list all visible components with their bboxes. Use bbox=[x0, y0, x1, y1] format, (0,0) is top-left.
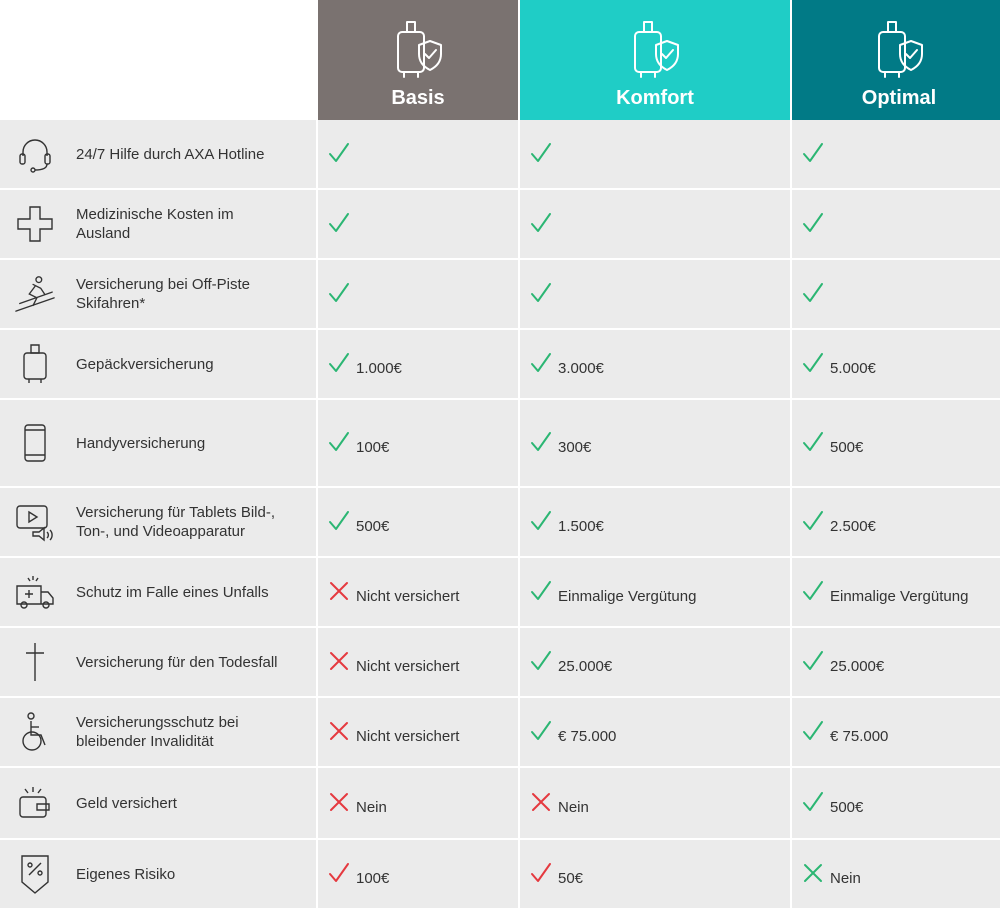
checkmark-icon bbox=[802, 720, 824, 742]
feature-label: Eigenes Risiko bbox=[76, 865, 176, 883]
suitcase-shield-icon bbox=[627, 19, 683, 87]
checkmark-icon bbox=[530, 862, 552, 884]
plan-cell-value: Nicht versichert bbox=[356, 657, 460, 675]
plan-cell-value: 100€ bbox=[356, 869, 390, 887]
plan-cell bbox=[792, 628, 1000, 698]
feature-label: Gepäckversicherung bbox=[76, 355, 214, 373]
plan-cell bbox=[318, 628, 518, 698]
feature-row-label bbox=[0, 330, 316, 400]
header-spacer bbox=[0, 0, 316, 120]
plan-cell-value: Nein bbox=[356, 798, 387, 816]
feature-row-label bbox=[0, 400, 316, 488]
plan-cell bbox=[792, 120, 1000, 190]
checkmark-icon bbox=[530, 212, 552, 234]
headset-icon bbox=[14, 133, 56, 175]
plan-cell bbox=[792, 330, 1000, 400]
plan-cell bbox=[520, 120, 790, 190]
checkmark-icon bbox=[530, 720, 552, 742]
feature-label: Geld versichert bbox=[76, 794, 177, 812]
feature-row-label bbox=[0, 840, 316, 910]
plan-cell bbox=[520, 260, 790, 330]
plan-cell bbox=[318, 190, 518, 260]
plan-cell-value: 3.000€ bbox=[558, 359, 604, 377]
checkmark-icon bbox=[802, 431, 824, 453]
plan-cell-value: 500€ bbox=[830, 798, 864, 816]
feature-label: 24/7 Hilfe durch AXA Hotline bbox=[76, 145, 265, 163]
plan-cell bbox=[792, 698, 1000, 768]
checkmark-icon bbox=[328, 142, 350, 164]
plan-cell-value: 5.000€ bbox=[830, 359, 876, 377]
checkmark-icon bbox=[802, 282, 824, 304]
wallet-icon bbox=[14, 782, 56, 824]
cross-icon bbox=[328, 650, 350, 672]
feature-label: Versicherungsschutz bei bleibender Invalidität bbox=[76, 714, 239, 750]
plan-name: Basis bbox=[391, 87, 445, 109]
checkmark-icon bbox=[530, 282, 552, 304]
plan-cell-value: Einmalige Vergütung bbox=[558, 587, 697, 605]
checkmark-icon bbox=[802, 510, 824, 532]
checkmark-icon bbox=[802, 352, 824, 374]
plan-cell bbox=[792, 558, 1000, 628]
plan-cell bbox=[318, 768, 518, 840]
percent-tag-icon bbox=[14, 853, 56, 895]
plan-cell bbox=[520, 190, 790, 260]
wheelchair-icon bbox=[14, 711, 56, 753]
plan-cell-value: Nein bbox=[558, 798, 589, 816]
plan-cell-value: 2.500€ bbox=[830, 517, 876, 535]
suitcase-shield-icon bbox=[871, 19, 927, 87]
plan-cell bbox=[318, 488, 518, 558]
feature-label: Schutz im Falle eines Unfalls bbox=[76, 583, 269, 601]
checkmark-icon bbox=[802, 142, 824, 164]
plan-cell bbox=[520, 840, 790, 910]
plan-cell-value: 500€ bbox=[356, 517, 390, 535]
plan-cell bbox=[318, 400, 518, 488]
cross-icon bbox=[802, 862, 824, 884]
feature-row-label bbox=[0, 260, 316, 330]
plan-cell bbox=[318, 558, 518, 628]
plan-cell bbox=[318, 698, 518, 768]
plan-cell bbox=[792, 840, 1000, 910]
plan-cell-value: € 75.000 bbox=[830, 727, 889, 745]
checkmark-icon bbox=[530, 142, 552, 164]
plan-cell bbox=[520, 698, 790, 768]
checkmark-icon bbox=[328, 352, 350, 374]
checkmark-icon bbox=[802, 212, 824, 234]
checkmark-icon bbox=[530, 431, 552, 453]
skier-icon bbox=[14, 273, 56, 315]
plan-cell-value: 25.000€ bbox=[558, 657, 613, 675]
plan-name: Optimal bbox=[861, 87, 937, 109]
plan-cell-value: 1.000€ bbox=[356, 359, 402, 377]
cross-icon bbox=[328, 791, 350, 813]
feature-row-label bbox=[0, 698, 316, 768]
cross-icon bbox=[328, 720, 350, 742]
plan-header-1 bbox=[520, 0, 790, 120]
plan-cell bbox=[520, 488, 790, 558]
ambulance-icon bbox=[14, 571, 56, 613]
plan-header-2 bbox=[792, 0, 1000, 120]
plan-cell bbox=[318, 260, 518, 330]
plan-cell-value: Nein bbox=[830, 869, 861, 887]
checkmark-icon bbox=[802, 650, 824, 672]
plan-cell bbox=[792, 768, 1000, 840]
plan-cell-value: 1.500€ bbox=[558, 517, 604, 535]
feature-label: Handyversicherung bbox=[76, 434, 206, 452]
plan-cell-value: 300€ bbox=[558, 438, 592, 456]
plan-cell bbox=[318, 330, 518, 400]
medical-cross-icon bbox=[14, 203, 56, 245]
feature-label: Versicherung für den Todesfall bbox=[76, 653, 278, 671]
plan-cell bbox=[520, 558, 790, 628]
plan-cell bbox=[792, 400, 1000, 488]
feature-label: Versicherung für Tablets Bild-, Ton-, und Videoapparatur bbox=[76, 504, 275, 540]
feature-label: Versicherung bei Off-Piste Skifahren* bbox=[76, 276, 250, 312]
feature-row-label bbox=[0, 120, 316, 190]
checkmark-icon bbox=[328, 212, 350, 234]
smartphone-icon bbox=[14, 422, 56, 464]
checkmark-icon bbox=[530, 510, 552, 532]
grave-cross-icon bbox=[14, 641, 56, 683]
feature-row-label bbox=[0, 768, 316, 840]
checkmark-icon bbox=[328, 431, 350, 453]
plan-name: Komfort bbox=[616, 87, 694, 109]
cross-icon bbox=[328, 580, 350, 602]
plan-cell bbox=[318, 840, 518, 910]
plan-cell-value: Einmalige Vergütung bbox=[830, 587, 969, 605]
plan-cell bbox=[520, 400, 790, 488]
plan-cell bbox=[792, 190, 1000, 260]
plan-cell bbox=[520, 628, 790, 698]
plan-cell-value: 25.000€ bbox=[830, 657, 885, 675]
plan-cell bbox=[792, 488, 1000, 558]
checkmark-icon bbox=[328, 510, 350, 532]
plan-cell bbox=[792, 260, 1000, 330]
checkmark-icon bbox=[530, 352, 552, 374]
plan-cell-value: 50€ bbox=[558, 869, 584, 887]
checkmark-icon bbox=[530, 650, 552, 672]
checkmark-icon bbox=[328, 282, 350, 304]
plan-cell-value: Nicht versichert bbox=[356, 727, 460, 745]
feature-row-label bbox=[0, 628, 316, 698]
plan-cell bbox=[520, 768, 790, 840]
tablet-media-icon bbox=[14, 501, 56, 543]
cross-icon bbox=[530, 791, 552, 813]
checkmark-icon bbox=[328, 862, 350, 884]
plan-header-0 bbox=[318, 0, 518, 120]
plan-cell-value: € 75.000 bbox=[558, 727, 617, 745]
checkmark-icon bbox=[530, 580, 552, 602]
plan-cell-value: Nicht versichert bbox=[356, 587, 460, 605]
feature-row-label bbox=[0, 488, 316, 558]
plan-cell-value: 500€ bbox=[830, 438, 864, 456]
checkmark-icon bbox=[802, 580, 824, 602]
checkmark-icon bbox=[802, 791, 824, 813]
feature-row-label bbox=[0, 558, 316, 628]
plan-cell bbox=[318, 120, 518, 190]
feature-row-label bbox=[0, 190, 316, 260]
feature-label: Medizinische Kosten im Ausland bbox=[76, 206, 234, 242]
luggage-icon bbox=[14, 343, 56, 385]
plan-cell-value: 100€ bbox=[356, 438, 390, 456]
plan-cell bbox=[520, 330, 790, 400]
suitcase-shield-icon bbox=[390, 19, 446, 87]
